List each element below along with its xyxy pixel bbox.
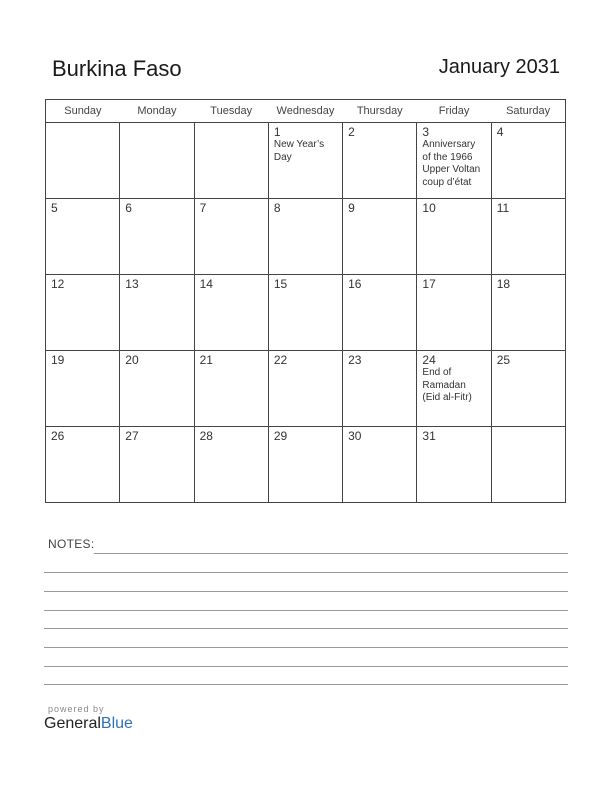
day-cell [194,351,268,427]
day-cell [46,427,120,503]
day-cell [343,123,417,199]
day-cell [268,427,342,503]
brand-blue: Blue [100,715,133,732]
week-row [46,351,566,427]
day-number: 4 [496,125,504,139]
holiday-label: End of Ramadan (Eid al-Fitr) [422,367,472,403]
weekday-saturday: Saturday [491,100,565,123]
notes-label: NOTES: [48,537,95,551]
day-number: 7 [199,201,207,215]
day-number: 29 [273,429,288,443]
note-line [44,628,568,629]
calendar-grid [45,99,566,503]
day-cell [491,199,565,275]
day-cell [120,123,194,199]
day-cell [120,199,194,275]
day-cell [343,351,417,427]
weekday-sunday: Sunday [46,100,120,123]
day-number: 20 [125,353,139,367]
powered-by-text: powered by [48,704,105,714]
day-number: 14 [199,277,213,291]
day-number: 17 [422,277,436,291]
day-number: 9 [348,201,355,215]
day-number: 18 [496,277,511,291]
day-cell [343,199,417,275]
day-cell [343,275,417,351]
day-cell [417,351,491,427]
day-number: 11 [496,201,510,215]
day-number: 2 [348,125,355,139]
note-line [44,591,568,592]
weekday-tuesday: Tuesday [194,100,268,123]
day-number: 28 [199,429,213,443]
day-cell [268,351,342,427]
day-cell [194,427,268,503]
note-line [44,572,568,573]
holiday-label: New Year’s Day [273,139,325,163]
day-cell [46,123,120,199]
day-number: 1 [273,125,281,139]
day-cell [343,427,417,503]
day-number: 31 [422,429,436,443]
day-cell [268,123,342,199]
day-number: 21 [199,353,213,367]
day-number: 12 [51,277,65,291]
weekday-header-row [46,100,566,123]
week-row [46,199,566,275]
note-line [94,553,568,554]
day-cell [194,275,268,351]
day-cell [120,275,194,351]
day-number: 25 [496,353,511,367]
day-number: 26 [51,429,65,443]
week-row [46,427,566,503]
note-line [44,684,568,685]
day-cell [417,275,491,351]
day-cell [268,275,342,351]
day-number: 5 [51,201,58,215]
day-cell [491,123,565,199]
day-number: 15 [273,277,288,291]
weekday-thursday: Thursday [343,100,417,123]
weekday-wednesday: Wednesday [268,100,342,123]
day-number: 24 [422,353,436,367]
month-year-title: January 2031 [438,56,560,78]
day-number: 13 [125,277,139,291]
day-cell [46,351,120,427]
weekday-friday: Friday [417,100,491,123]
day-number: 19 [51,353,65,367]
day-number: 16 [348,277,362,291]
day-cell [417,427,491,503]
day-cell [491,351,565,427]
day-cell [46,199,120,275]
day-cell [491,427,565,503]
brand-wordmark [44,715,133,733]
brand-general: General [44,715,101,732]
day-number: 6 [125,201,132,215]
day-number: 3 [422,125,430,139]
day-cell [417,123,491,199]
day-cell [46,275,120,351]
day-number: 22 [273,353,288,367]
week-row [46,123,566,199]
day-number: 30 [348,429,362,443]
day-number: 23 [348,353,362,367]
day-number: 10 [422,201,436,215]
day-cell [417,199,491,275]
note-line [44,666,568,667]
generalblue-logo [44,704,133,733]
day-cell [194,199,268,275]
day-number: 27 [125,429,139,443]
note-line [44,610,568,611]
day-cell [120,351,194,427]
week-row [46,275,566,351]
day-cell [268,199,342,275]
note-line [44,647,568,648]
weekday-monday: Monday [120,100,194,123]
holiday-label: Anniversary of the 1966 Upper Voltan coup d’état [422,139,481,188]
day-cell [120,427,194,503]
day-cell [194,123,268,199]
day-cell [491,275,565,351]
day-number: 8 [273,201,281,215]
country-title: Burkina Faso [52,56,182,81]
